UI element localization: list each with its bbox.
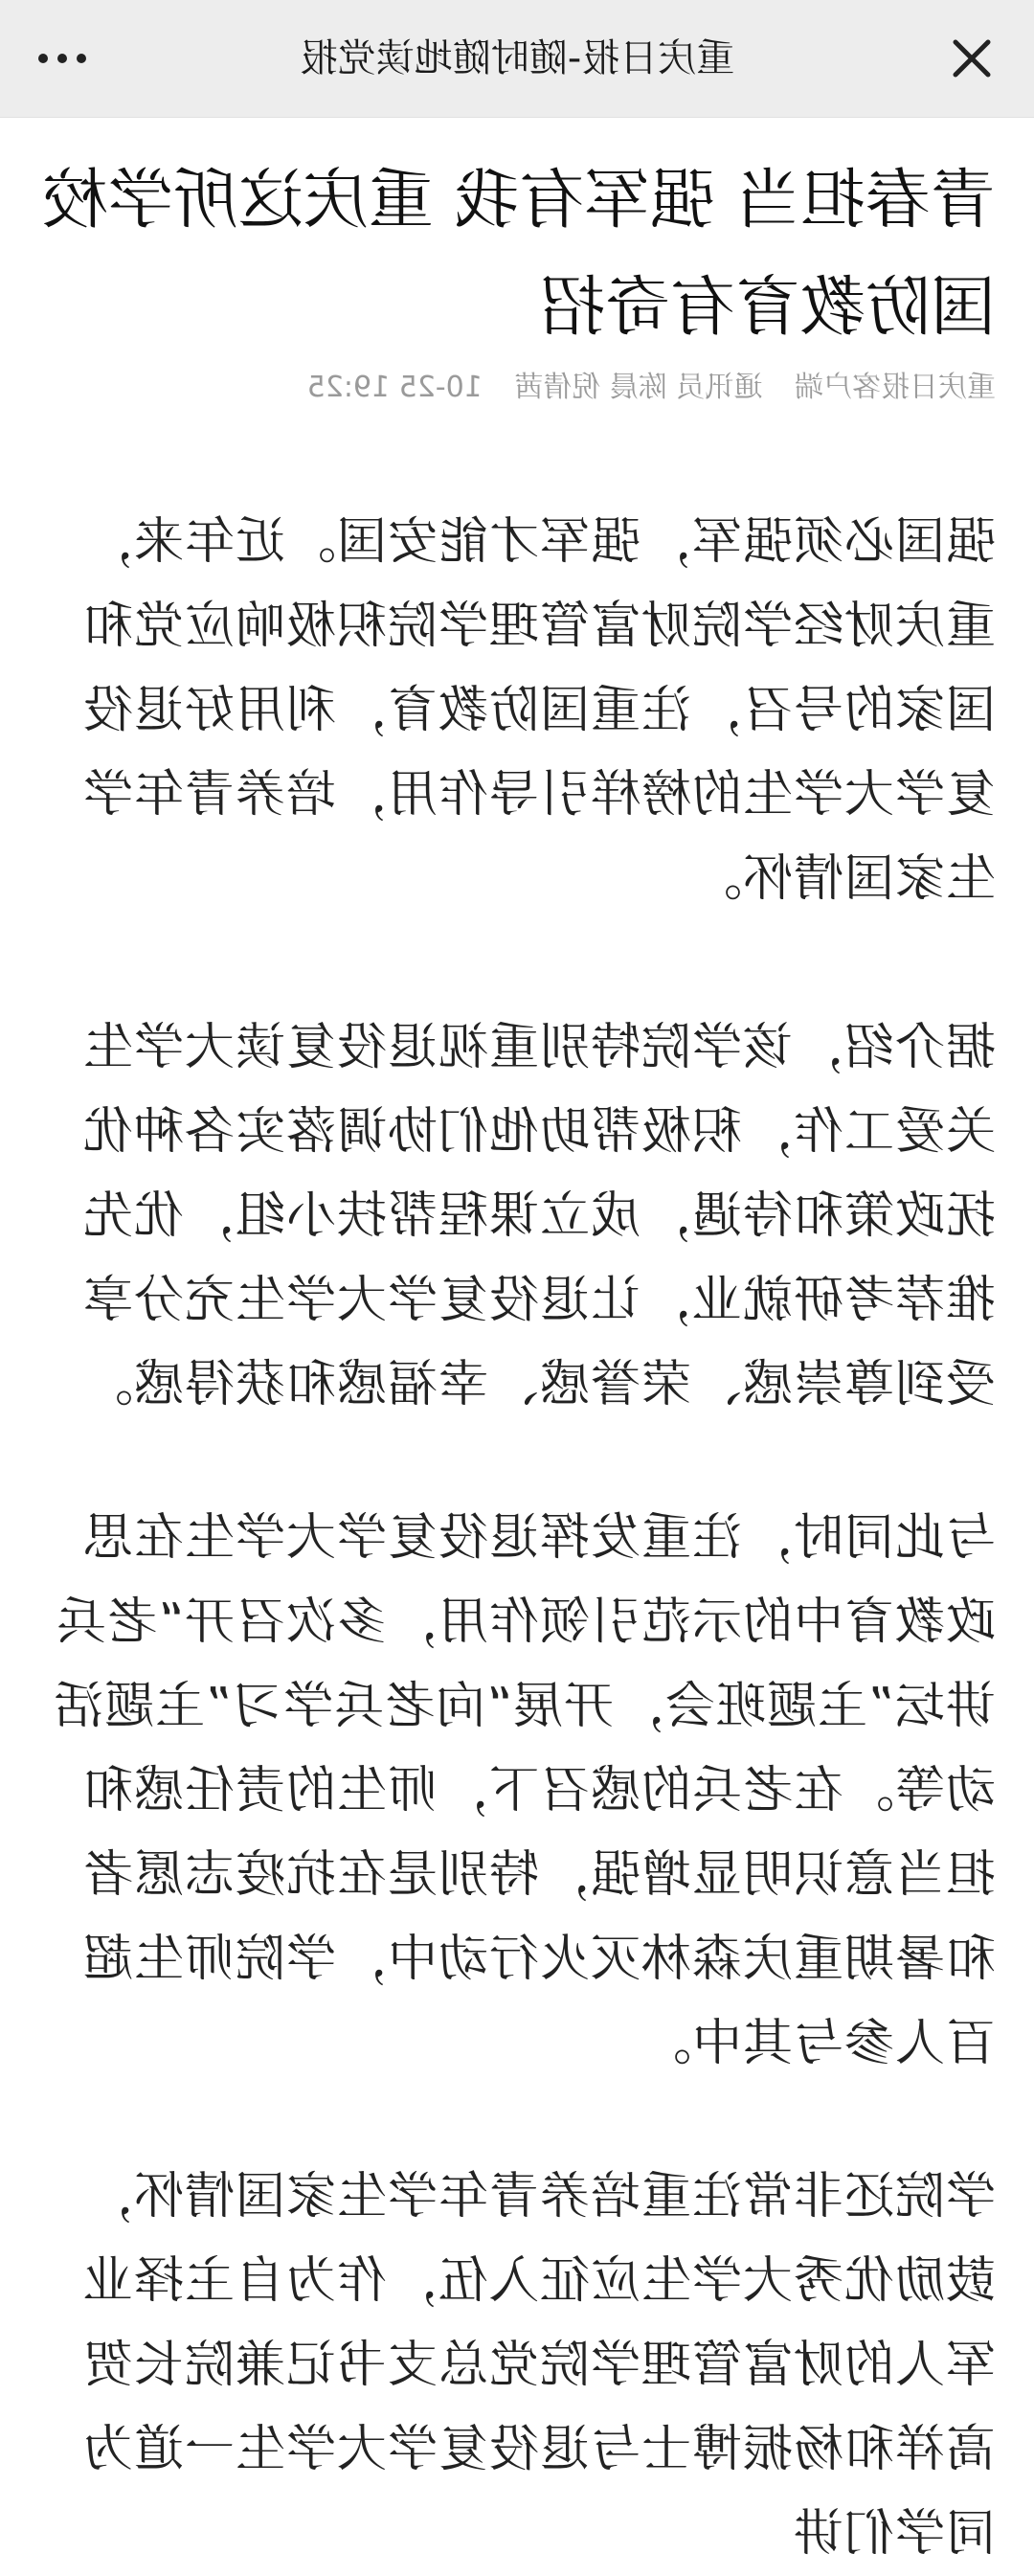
- article-source: 重庆日报客户端: [795, 371, 996, 404]
- close-button[interactable]: [938, 25, 1005, 92]
- article-meta: [38, 364, 996, 412]
- close-icon: [938, 25, 1005, 92]
- article-date: 10-25 19:25: [306, 371, 483, 404]
- article-paragraph: 与此同时，注重发挥退役复学大学生在思政教育中的示范引领作用，多次召开“老兵讲坛”主题班会，开展“向老兵学习”主题活动等。在老兵的感召下，师生的责任感和担当意识明显增强，特别是在抗疫志愿者和暑期重庆森林灭火行动中，学院师生超百人参与其中。: [53, 1509, 996, 2072]
- top-bar: [0, 0, 1034, 118]
- article-paragraph: 据介绍，该学院特别重视退役复读大学生关爱工作，积极帮助他们协调落实各种优抚政策和待遇，成立课程帮扶小组，优先推荐考研就业，让退役复学大学生充分享受到尊崇感、荣誉感、幸福感和获得感。: [81, 1019, 996, 1413]
- article-content[interactable]: [0, 117, 1034, 2563]
- article-paragraph: 强国必须强军，强军才能安国。近年来，重庆财经学院财富管理学院积极响应党和国家的号召，注重国防教育，利用好退役复学大学生的榜样引导作用，培养青年学生家国情怀。: [81, 513, 996, 908]
- article-authors: 通讯员 陈晨 倪倩茜: [514, 371, 763, 404]
- more-dots-icon: [29, 25, 96, 92]
- window-title: 重庆日报-随时随地读党报: [299, 36, 735, 80]
- article-title: 青春担当 强军有我 重庆这所学校国防教育有奇招: [42, 163, 996, 346]
- article-paragraph: 学院还非常注重培养青年学生家国情怀，鼓励优秀大学生应征入伍，作为自主择业军人的财富管理学院党总支书记兼院长贺高祥和杨振博士与退役复学大学生一道为同学们讲: [81, 2168, 996, 2563]
- more-button[interactable]: [29, 25, 96, 92]
